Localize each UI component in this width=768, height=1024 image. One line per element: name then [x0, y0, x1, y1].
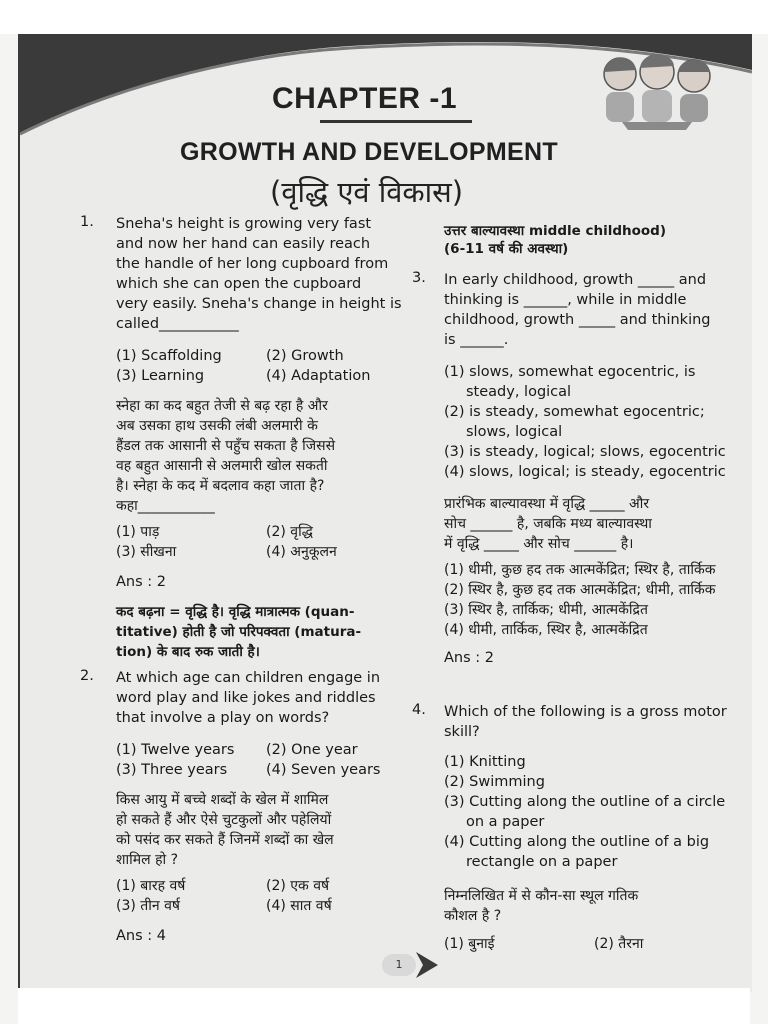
q4-hindi-line: कौशल है ? — [444, 908, 502, 924]
hindi-title: (वृद्धि एवं विकास) — [270, 175, 464, 209]
q3-answer: Ans : 2 — [444, 650, 494, 666]
q1-option: (4) Adaptation — [266, 368, 371, 384]
q2-hindi-option: (2) एक वर्ष — [266, 878, 330, 894]
q1-hindi-line: स्नेहा का कद बहुत तेजी से बढ़ रहा है और — [116, 398, 328, 414]
page-number: 1 — [382, 954, 416, 976]
q4-option: (3) Cutting along the outline of a circle on a paper — [444, 794, 726, 830]
q2-line: word play and like jokes and riddles — [116, 690, 376, 706]
q2-hindi-option: (3) तीन वर्ष — [116, 898, 180, 914]
kids-illustration — [582, 44, 732, 134]
q3-hindi-option: (3) स्थिर है, तार्किक; धीमी, आत्मकेंद्रित — [444, 602, 648, 618]
q2-number: 2. — [80, 668, 94, 684]
book-page — [18, 34, 752, 992]
q3-hindi-line: सोच ______ है, जबकि मध्य बाल्यावस्था — [444, 516, 652, 532]
q1-hindi-options — [116, 522, 406, 562]
q2-option: (3) Three years — [116, 762, 228, 778]
q1-hindi-line: वह बहुत आसानी से अलमारी खोल सकती — [116, 458, 328, 474]
q2-option: (2) One year — [266, 742, 358, 758]
q2-hindi-options — [116, 876, 406, 916]
section-note — [444, 222, 734, 258]
q1-hindi-option: (2) वृद्धि — [266, 524, 313, 540]
q4-option: (4) Cutting along the outline of a big rectangle on a paper — [444, 834, 710, 870]
q3-line: is ______. — [444, 332, 509, 348]
q2-option: (1) Twelve years — [116, 742, 235, 758]
q1-hindi-line: अब उसका हाथ उसकी लंबी अलमारी के — [116, 418, 318, 434]
q1-line: very easily. Sneha's change in height is — [116, 296, 402, 312]
q1-explanation-line: कद बढ़ना = वृद्धि है। वृद्धि मात्रात्मक (quan- — [116, 604, 355, 620]
q4-option: (1) Knitting — [444, 754, 526, 770]
q1-options — [116, 346, 406, 386]
q4-number: 4. — [412, 702, 426, 718]
q4-line: Which of the following is a gross motor — [444, 704, 727, 720]
q1-explanation — [116, 602, 406, 662]
q1-explanation-line: tion) के बाद रुक जाती है। — [116, 644, 260, 660]
q3-line: childhood, growth _____ and thinking — [444, 312, 711, 328]
q2-hindi — [116, 790, 406, 870]
q4-hindi-option: (1) बुनाई — [444, 936, 495, 952]
q3-options — [444, 362, 734, 482]
q4-option: (2) Swimming — [444, 774, 545, 790]
section-heading: उत्तर बाल्यावस्था middle childhood) — [444, 223, 666, 239]
q1-line: which she can open the cupboard — [116, 276, 362, 292]
q1-hindi-option: (1) पाड़ — [116, 524, 160, 540]
q3-option: (1) slows, somewhat egocentric, is steady, logical — [444, 364, 696, 400]
q2-hindi-line: को पसंद कर सकते हैं जिनमें शब्दों का खेल — [116, 832, 334, 848]
q1-hindi-line: है। स्नेहा के कद में बदलाव कहा जाता है? — [116, 478, 325, 494]
q2-option: (4) Seven years — [266, 762, 381, 778]
q2-line: At which age can children engage in — [116, 670, 381, 686]
q1-number: 1. — [80, 214, 94, 230]
q2-line: that involve a play on words? — [116, 710, 330, 726]
photo-top-edge — [0, 0, 768, 34]
q1-option: (3) Learning — [116, 368, 205, 384]
q4-line: skill? — [444, 724, 480, 740]
chapter-heading: CHAPTER -1 — [272, 82, 458, 115]
q4-options — [444, 752, 734, 872]
q4-block — [444, 702, 734, 954]
q1-line: Sneha's height is growing very fast — [116, 216, 372, 232]
q3-option: (2) is steady, somewhat egocentric; slows, logical — [444, 404, 705, 440]
q4-hindi-options — [444, 934, 734, 954]
q4-hindi-line: निम्नलिखित में से कौन-सा स्थूल गतिक — [444, 888, 639, 904]
q3-number: 3. — [412, 270, 426, 286]
q2-options — [116, 740, 406, 780]
chapter-underline — [320, 120, 472, 123]
q2-answer: Ans : 4 — [116, 928, 166, 944]
q3-hindi-option: (1) धीमी, कुछ हद तक आत्मकेंद्रित; स्थिर है, तार्किक — [444, 562, 716, 578]
q1-line: the handle of her long cupboard from — [116, 256, 389, 272]
q1-option: (2) Growth — [266, 348, 344, 364]
q3-hindi-line: प्रारंभिक बाल्यावस्था में वृद्धि _____ और — [444, 496, 650, 512]
q1-block — [116, 214, 406, 662]
q1-answer: Ans : 2 — [116, 574, 166, 590]
q1-hindi-line: कहा___________ — [116, 498, 215, 514]
q2-hindi-option: (1) बारह वर्ष — [116, 878, 186, 894]
q3-line: In early childhood, growth _____ and — [444, 272, 707, 288]
q1-hindi-line: हैंडल तक आसानी से पहुँच सकता है जिससे — [116, 438, 336, 454]
q1-line: called___________ — [116, 316, 239, 332]
q3-hindi-option: (2) स्थिर है, कुछ हद तक आत्मकेंद्रित; धीमी, तार्किक — [444, 582, 716, 598]
q2-hindi-line: किस आयु में बच्चे शब्दों के खेल में शामिल — [116, 792, 329, 808]
q1-line: and now her hand can easily reach — [116, 236, 371, 252]
q3-line: thinking is ______, while in middle — [444, 292, 687, 308]
q1-hindi-option: (4) अनुकूलन — [266, 544, 337, 560]
page-arrow-icon — [414, 950, 440, 980]
q1-option: (1) Scaffolding — [116, 348, 222, 364]
q1-explanation-line: titative) होती है जो परिपक्वता (matura- — [116, 624, 362, 640]
photo-bottom-edge — [18, 988, 750, 1024]
q2-block — [116, 668, 406, 946]
section-subheading: (6-11 वर्ष की अवस्था) — [444, 241, 569, 257]
q2-hindi-line: हो सकते हैं और ऐसे चुटकुलों और पहेलियों — [116, 812, 332, 828]
q3-hindi — [444, 494, 734, 554]
q1-hindi — [116, 396, 406, 516]
q3-hindi-options — [444, 560, 734, 640]
q3-option: (4) slows, logical; is steady, egocentric — [444, 464, 726, 480]
q3-hindi-option: (4) धीमी, तार्किक, स्थिर है, आत्मकेंद्रित — [444, 622, 648, 638]
q2-hindi-line: शामिल हो ? — [116, 852, 179, 868]
q4-hindi-option: (2) तैरना — [594, 936, 644, 952]
q1-hindi-option: (3) सीखना — [116, 544, 177, 560]
q2-hindi-option: (4) सात वर्ष — [266, 898, 332, 914]
q3-hindi-line: में वृद्धि _____ और सोच ______ है। — [444, 536, 634, 552]
q3-option: (3) is steady, logical; slows, egocentric — [444, 444, 726, 460]
q3-block — [444, 270, 734, 668]
q4-hindi — [444, 886, 734, 926]
page-title: GROWTH AND DEVELOPMENT — [180, 138, 558, 166]
